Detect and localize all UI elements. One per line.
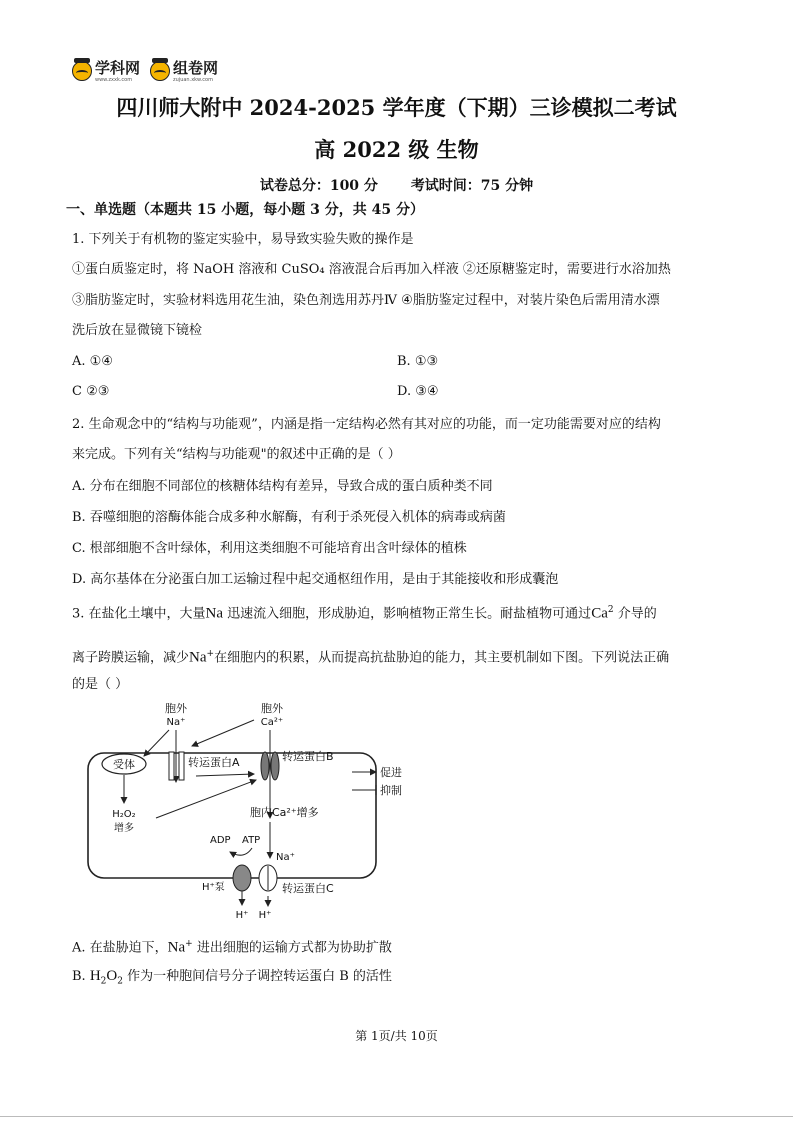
sodium-symbol: Na [189,649,207,666]
transporter-c-label: 转运蛋白C [282,882,334,895]
exam-time: 考试时间：75 分钟 [410,178,534,194]
q3-stem-1-b: 迅速流入细胞，形成胁迫，影响植物正常生长。耐盐植物可通过 [223,606,592,622]
logo-xuekewang [72,58,140,83]
adp-label: ADP [210,835,231,846]
transporter-b-label: 转运蛋白B [282,750,334,763]
receptor-label: 受体 [113,758,135,771]
transporter-b-left [261,752,269,780]
arrow-atp-to-adp [230,848,252,855]
logo-xuekewang-sub: www.zxxk.com [95,77,133,83]
owl-icon [150,61,170,81]
atp-label: ATP [242,835,261,846]
q3-stem-3: 的是（ ） [72,677,129,692]
sodium-symbol: Na [167,939,186,956]
h-out-1: H⁺ [235,910,249,921]
arrow-ca-to-a [192,720,254,746]
page-footer: 第 1页/共 10页 [355,1029,438,1043]
legend-promote: 促进 [380,766,402,779]
q1-line3: 洗后放在显微镜下镜检 [72,323,203,338]
outside-label-ca: 胞外 [261,702,283,715]
logo-bar [72,58,218,83]
q2-stem-1: 2. 生命观念中的“结构与功能观”，内涵是指一定结构必然有其对应的功能，而一定功能需要对应的结构 [72,417,661,432]
calcium-symbol: Ca [591,605,608,622]
ca-inside-label: 胞内Ca²⁺增多 [250,806,319,819]
outside-label-na: 胞外 [165,702,187,715]
h2o2-sub-1: 2 [100,976,107,987]
total-score: 试卷总分：100 分 [259,178,378,194]
q3-stem-2 [72,645,669,667]
h2o2-more-label: 增多 [114,823,134,834]
q3-stem-2-b: 在细胞内的积累，从而提高抗盐胁迫的能力，其主要机制如下图。下列说法正确 [214,650,670,666]
arrow-na-to-receptor [144,730,169,756]
q1-option-c: C ②③ [72,384,110,399]
q2-stem-2: 来完成。下列有关“结构与功能观"的叙述中正确的是（ ） [72,447,401,462]
q3-option-b [72,967,392,991]
exam-title: 四川师大附中 2024-2025 学年度（下期）三诊模拟二考试 [116,95,677,120]
q1-option-b: B. ①③ [397,354,439,369]
transporter-b-right [271,752,279,780]
q1-line1: ①蛋白质鉴定时，将 NaOH 溶液和 CuSO₄ 溶液混合后再加入样液 ②还原糖鉴定时，需要进行水浴加热 [72,262,671,277]
q3-option-b-prefix: B. [72,969,90,984]
q3-option-a-prefix: A. 在盐胁迫下， [72,940,168,956]
legend-inhibit: 抑制 [380,784,402,797]
owl-icon [72,61,92,81]
calcium-charge: 2 [607,605,614,615]
sodium-symbol: Na [205,605,224,622]
h2o2-label: H₂O₂ [112,809,136,820]
h-pump-shape [233,865,251,891]
na-inside: Na⁺ [276,852,295,863]
sodium-charge: + [206,649,215,659]
logo-xuekewang-text: 学科网 [95,59,141,77]
q2-option-d: D. 高尔基体在分泌蛋白加工运输过程中起交通枢纽作用，是由于其能接收和形成囊泡 [72,572,559,587]
q1-stem: 1. 下列关于有机物的鉴定实验中，易导致实验失败的操作是 [72,232,414,247]
q3-option-b-text: 作为一种胞间信号分子调控转运蛋白 B 的活性 [122,969,392,984]
q2-option-c: C. 根部细胞不含叶绿体，利用这类细胞不可能培育出含叶绿体的植株 [72,541,467,556]
logo-zujuanwang-text: 组卷网 [173,59,219,77]
ion-transport-diagram [84,700,424,922]
q3-stem-2-a: 离子跨膜运输，减少 [72,650,190,666]
q3-option-a [72,935,392,957]
transporter-a-right [179,752,184,780]
q2-option-a: A. 分布在细胞不同部位的核糖体结构有差异，导致合成的蛋白质种类不同 [72,479,493,494]
q1-option-d: D. ③④ [397,384,439,399]
q1-line2: ③脂肪鉴定时，实验材料选用花生油，染色剂选用苏丹Ⅳ ④脂肪鉴定过程中，对装片染色后需用清水漂 [72,293,660,308]
q2-option-b: B. 吞噬细胞的溶酶体能合成多种水解酶，有利于杀死侵入机体的病毒或病菌 [72,510,506,525]
sodium-charge: + [185,939,193,949]
bottom-rule [0,1116,793,1117]
transporter-a-left [169,752,174,780]
transporter-a-label: 转运蛋白A [188,756,240,769]
hydrogen-symbol: H [89,968,101,984]
q3-option-a-text: 进出细胞的运输方式都为协助扩散 [192,940,392,956]
q1-option-a: A. ①④ [72,354,113,369]
ca-outside: Ca²⁺ [260,717,284,728]
logo-zujuanwang-sub: zujuan.xkw.com [173,77,213,83]
q3-stem-1 [72,601,657,623]
arrow-h2o2-to-b [156,780,256,818]
q3-stem-1-a: 3. 在盐化土壤中，大量 [72,606,206,622]
oxygen-symbol: O [106,968,118,984]
h2o2-sub-2: 2 [117,976,123,987]
arrow-a-to-b [196,774,254,776]
section-heading: 一、单选题（本题共 15 小题，每小题 3 分，共 45 分） [66,202,424,218]
q3-stem-1-c: 介导的 [613,606,657,622]
exam-info [0,175,793,195]
exam-subtitle: 高 2022 级 生物 [314,137,479,162]
h-out-2: H⁺ [258,910,272,921]
logo-zujuanwang [150,58,218,83]
h-pump-label: H⁺泵 [202,882,225,893]
na-outside: Na⁺ [166,717,186,728]
